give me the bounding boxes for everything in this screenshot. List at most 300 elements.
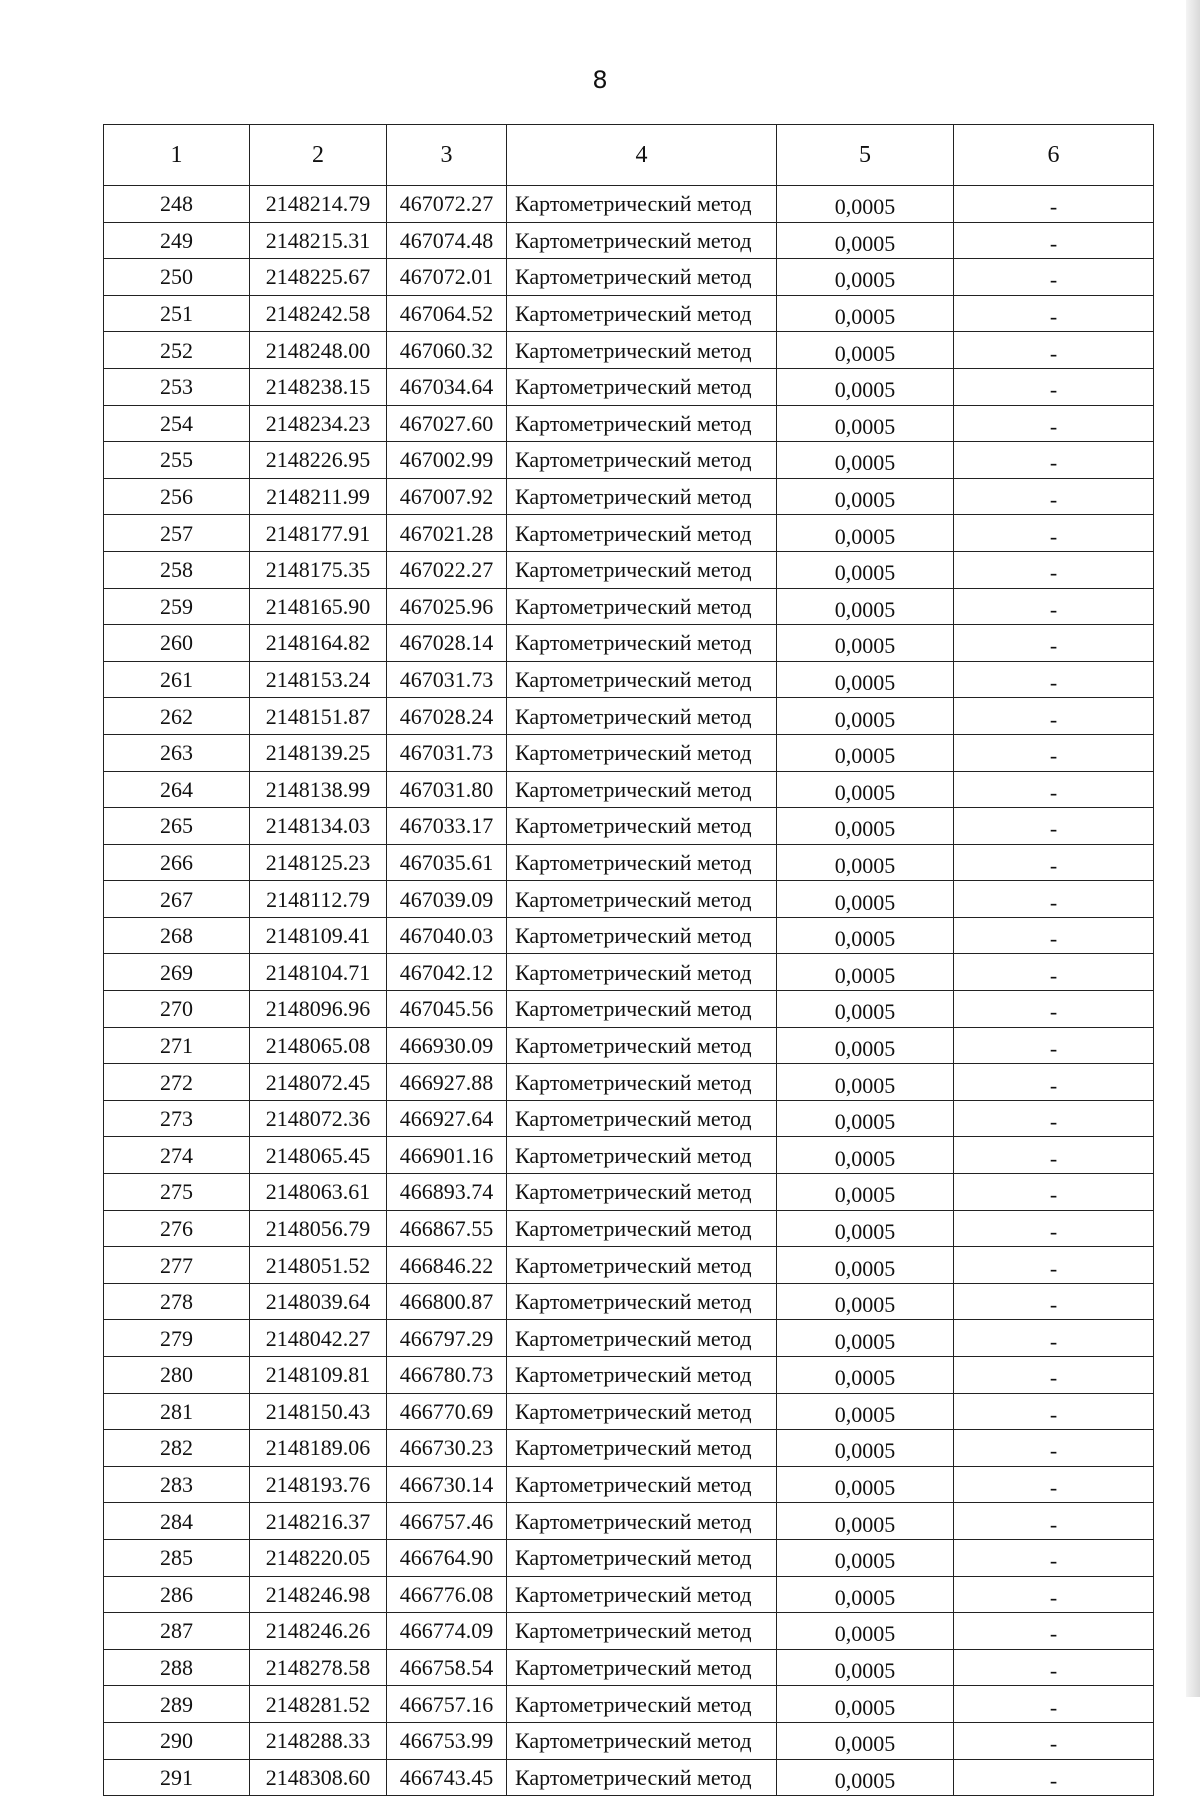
y-coordinate-cell: 466930.09 <box>387 1027 507 1064</box>
table-row <box>104 1357 1154 1394</box>
y-coordinate-cell: 467042.12 <box>387 954 507 991</box>
table-row <box>104 1686 1154 1723</box>
method-cell: Картометрический метод <box>507 332 777 369</box>
y-coordinate-cell: 466846.22 <box>387 1247 507 1284</box>
accuracy-cell: 0,0005 <box>777 588 954 625</box>
accuracy-cell: 0,0005 <box>777 1357 954 1394</box>
method-cell: Картометрический метод <box>507 186 777 223</box>
point-number-cell: 253 <box>104 368 250 405</box>
accuracy-cell: 0,0005 <box>777 1576 954 1613</box>
table-row <box>104 1649 1154 1686</box>
point-number-cell: 258 <box>104 551 250 588</box>
table-row <box>104 1210 1154 1247</box>
table-row <box>104 991 1154 1028</box>
accuracy-cell: 0,0005 <box>777 625 954 662</box>
y-coordinate-cell: 467045.56 <box>387 991 507 1028</box>
y-coordinate-cell: 466730.14 <box>387 1466 507 1503</box>
y-coordinate-cell: 467031.73 <box>387 661 507 698</box>
accuracy-cell: 0,0005 <box>777 332 954 369</box>
note-cell: - <box>954 661 1154 698</box>
table-row <box>104 1100 1154 1137</box>
point-number-cell: 275 <box>104 1174 250 1211</box>
note-cell: - <box>954 734 1154 771</box>
x-coordinate-cell: 2148072.36 <box>250 1100 387 1137</box>
y-coordinate-cell: 466893.74 <box>387 1174 507 1211</box>
accuracy-cell: 0,0005 <box>777 771 954 808</box>
accuracy-cell: 0,0005 <box>777 1137 954 1174</box>
table-row <box>104 259 1154 296</box>
point-number-cell: 287 <box>104 1613 250 1650</box>
x-coordinate-cell: 2148281.52 <box>250 1686 387 1723</box>
x-coordinate-cell: 2148175.35 <box>250 551 387 588</box>
note-cell: - <box>954 1357 1154 1394</box>
method-cell: Картометрический метод <box>507 259 777 296</box>
method-cell: Картометрический метод <box>507 734 777 771</box>
accuracy-cell: 0,0005 <box>777 1393 954 1430</box>
method-cell: Картометрический метод <box>507 1686 777 1723</box>
point-number-cell: 262 <box>104 698 250 735</box>
point-number-cell: 286 <box>104 1576 250 1613</box>
x-coordinate-cell: 2148211.99 <box>250 478 387 515</box>
method-cell: Картометрический метод <box>507 661 777 698</box>
table-row <box>104 478 1154 515</box>
accuracy-cell: 0,0005 <box>777 1064 954 1101</box>
point-number-cell: 256 <box>104 478 250 515</box>
method-cell: Картометрический метод <box>507 1174 777 1211</box>
method-cell: Картометрический метод <box>507 1759 777 1796</box>
accuracy-cell: 0,0005 <box>777 808 954 845</box>
accuracy-cell: 0,0005 <box>777 1283 954 1320</box>
note-cell: - <box>954 1064 1154 1101</box>
method-cell: Картометрический метод <box>507 698 777 735</box>
table-row <box>104 295 1154 332</box>
y-coordinate-cell: 467025.96 <box>387 588 507 625</box>
x-coordinate-cell: 2148193.76 <box>250 1466 387 1503</box>
header-cell-4: 4 <box>507 125 777 186</box>
x-coordinate-cell: 2148151.87 <box>250 698 387 735</box>
table-row <box>104 1466 1154 1503</box>
y-coordinate-cell: 466780.73 <box>387 1357 507 1394</box>
x-coordinate-cell: 2148177.91 <box>250 515 387 552</box>
note-cell: - <box>954 917 1154 954</box>
table-row <box>104 734 1154 771</box>
point-number-cell: 278 <box>104 1283 250 1320</box>
method-cell: Картометрический метод <box>507 625 777 662</box>
method-cell: Картометрический метод <box>507 808 777 845</box>
y-coordinate-cell: 467031.73 <box>387 734 507 771</box>
x-coordinate-cell: 2148150.43 <box>250 1393 387 1430</box>
point-number-cell: 255 <box>104 442 250 479</box>
accuracy-cell: 0,0005 <box>777 1649 954 1686</box>
table-row <box>104 1430 1154 1467</box>
x-coordinate-cell: 2148220.05 <box>250 1539 387 1576</box>
table-row <box>104 917 1154 954</box>
table-row <box>104 661 1154 698</box>
note-cell: - <box>954 588 1154 625</box>
note-cell: - <box>954 1613 1154 1650</box>
y-coordinate-cell: 466867.55 <box>387 1210 507 1247</box>
x-coordinate-cell: 2148214.79 <box>250 186 387 223</box>
accuracy-cell: 0,0005 <box>777 1320 954 1357</box>
accuracy-cell: 0,0005 <box>777 515 954 552</box>
note-cell: - <box>954 332 1154 369</box>
method-cell: Картометрический метод <box>507 1100 777 1137</box>
point-number-cell: 285 <box>104 1539 250 1576</box>
method-cell: Картометрический метод <box>507 1539 777 1576</box>
table-row <box>104 844 1154 881</box>
note-cell: - <box>954 442 1154 479</box>
accuracy-cell: 0,0005 <box>777 698 954 735</box>
point-number-cell: 276 <box>104 1210 250 1247</box>
accuracy-cell: 0,0005 <box>777 1539 954 1576</box>
table-row <box>104 1576 1154 1613</box>
table-row <box>104 515 1154 552</box>
note-cell: - <box>954 1027 1154 1064</box>
table-row <box>104 771 1154 808</box>
table-row <box>104 881 1154 918</box>
note-cell: - <box>954 1100 1154 1137</box>
method-cell: Картометрический метод <box>507 844 777 881</box>
note-cell: - <box>954 808 1154 845</box>
note-cell: - <box>954 1503 1154 1540</box>
x-coordinate-cell: 2148138.99 <box>250 771 387 808</box>
accuracy-cell: 0,0005 <box>777 1174 954 1211</box>
y-coordinate-cell: 466743.45 <box>387 1759 507 1796</box>
x-coordinate-cell: 2148056.79 <box>250 1210 387 1247</box>
note-cell: - <box>954 259 1154 296</box>
note-cell: - <box>954 991 1154 1028</box>
table-row <box>104 1247 1154 1284</box>
y-coordinate-cell: 467064.52 <box>387 295 507 332</box>
accuracy-cell: 0,0005 <box>777 222 954 259</box>
accuracy-cell: 0,0005 <box>777 917 954 954</box>
note-cell: - <box>954 954 1154 991</box>
method-cell: Картометрический метод <box>507 295 777 332</box>
method-cell: Картометрический метод <box>507 881 777 918</box>
point-number-cell: 281 <box>104 1393 250 1430</box>
table-row <box>104 1137 1154 1174</box>
x-coordinate-cell: 2148065.08 <box>250 1027 387 1064</box>
point-number-cell: 291 <box>104 1759 250 1796</box>
note-cell: - <box>954 1283 1154 1320</box>
note-cell: - <box>954 222 1154 259</box>
table-row <box>104 1722 1154 1759</box>
y-coordinate-cell: 466757.46 <box>387 1503 507 1540</box>
accuracy-cell: 0,0005 <box>777 844 954 881</box>
method-cell: Картометрический метод <box>507 588 777 625</box>
note-cell: - <box>954 1320 1154 1357</box>
note-cell: - <box>954 478 1154 515</box>
method-cell: Картометрический метод <box>507 1466 777 1503</box>
accuracy-cell: 0,0005 <box>777 991 954 1028</box>
table-row <box>104 222 1154 259</box>
y-coordinate-cell: 467040.03 <box>387 917 507 954</box>
table-row <box>104 1174 1154 1211</box>
x-coordinate-cell: 2148072.45 <box>250 1064 387 1101</box>
x-coordinate-cell: 2148139.25 <box>250 734 387 771</box>
note-cell: - <box>954 881 1154 918</box>
y-coordinate-cell: 467022.27 <box>387 551 507 588</box>
x-coordinate-cell: 2148104.71 <box>250 954 387 991</box>
point-number-cell: 249 <box>104 222 250 259</box>
table-row <box>104 954 1154 991</box>
point-number-cell: 266 <box>104 844 250 881</box>
point-number-cell: 273 <box>104 1100 250 1137</box>
table-row <box>104 1393 1154 1430</box>
note-cell: - <box>954 698 1154 735</box>
x-coordinate-cell: 2148165.90 <box>250 588 387 625</box>
note-cell: - <box>954 368 1154 405</box>
point-number-cell: 248 <box>104 186 250 223</box>
x-coordinate-cell: 2148112.79 <box>250 881 387 918</box>
y-coordinate-cell: 466797.29 <box>387 1320 507 1357</box>
point-number-cell: 283 <box>104 1466 250 1503</box>
table-row <box>104 1283 1154 1320</box>
point-number-cell: 264 <box>104 771 250 808</box>
y-coordinate-cell: 466800.87 <box>387 1283 507 1320</box>
method-cell: Картометрический метод <box>507 405 777 442</box>
x-coordinate-cell: 2148051.52 <box>250 1247 387 1284</box>
x-coordinate-cell: 2148096.96 <box>250 991 387 1028</box>
y-coordinate-cell: 467002.99 <box>387 442 507 479</box>
method-cell: Картометрический метод <box>507 1393 777 1430</box>
x-coordinate-cell: 2148246.98 <box>250 1576 387 1613</box>
note-cell: - <box>954 515 1154 552</box>
accuracy-cell: 0,0005 <box>777 1210 954 1247</box>
y-coordinate-cell: 467072.01 <box>387 259 507 296</box>
y-coordinate-cell: 467033.17 <box>387 808 507 845</box>
method-cell: Картометрический метод <box>507 991 777 1028</box>
x-coordinate-cell: 2148125.23 <box>250 844 387 881</box>
note-cell: - <box>954 771 1154 808</box>
note-cell: - <box>954 1686 1154 1723</box>
table-row <box>104 588 1154 625</box>
point-number-cell: 279 <box>104 1320 250 1357</box>
method-cell: Картометрический метод <box>507 1503 777 1540</box>
note-cell: - <box>954 1174 1154 1211</box>
note-cell: - <box>954 1722 1154 1759</box>
point-number-cell: 290 <box>104 1722 250 1759</box>
point-number-cell: 259 <box>104 588 250 625</box>
accuracy-cell: 0,0005 <box>777 295 954 332</box>
accuracy-cell: 0,0005 <box>777 442 954 479</box>
method-cell: Картометрический метод <box>507 1064 777 1101</box>
point-number-cell: 250 <box>104 259 250 296</box>
note-cell: - <box>954 1466 1154 1503</box>
point-number-cell: 272 <box>104 1064 250 1101</box>
table-row <box>104 698 1154 735</box>
point-number-cell: 268 <box>104 917 250 954</box>
accuracy-cell: 0,0005 <box>777 734 954 771</box>
scan-edge <box>1186 0 1200 1697</box>
x-coordinate-cell: 2148109.41 <box>250 917 387 954</box>
x-coordinate-cell: 2148065.45 <box>250 1137 387 1174</box>
table-row <box>104 625 1154 662</box>
note-cell: - <box>954 186 1154 223</box>
x-coordinate-cell: 2148109.81 <box>250 1357 387 1394</box>
point-number-cell: 261 <box>104 661 250 698</box>
point-number-cell: 271 <box>104 1027 250 1064</box>
point-number-cell: 274 <box>104 1137 250 1174</box>
note-cell: - <box>954 1137 1154 1174</box>
accuracy-cell: 0,0005 <box>777 1759 954 1796</box>
coordinates-table <box>103 124 1154 1796</box>
note-cell: - <box>954 1759 1154 1796</box>
point-number-cell: 277 <box>104 1247 250 1284</box>
point-number-cell: 257 <box>104 515 250 552</box>
method-cell: Картометрический метод <box>507 222 777 259</box>
point-number-cell: 265 <box>104 808 250 845</box>
x-coordinate-cell: 2148215.31 <box>250 222 387 259</box>
point-number-cell: 263 <box>104 734 250 771</box>
y-coordinate-cell: 466758.54 <box>387 1649 507 1686</box>
accuracy-cell: 0,0005 <box>777 1722 954 1759</box>
x-coordinate-cell: 2148225.67 <box>250 259 387 296</box>
point-number-cell: 284 <box>104 1503 250 1540</box>
x-coordinate-cell: 2148134.03 <box>250 808 387 845</box>
method-cell: Картометрический метод <box>507 771 777 808</box>
method-cell: Картометрический метод <box>507 1247 777 1284</box>
y-coordinate-cell: 467027.60 <box>387 405 507 442</box>
y-coordinate-cell: 466901.16 <box>387 1137 507 1174</box>
method-cell: Картометрический метод <box>507 917 777 954</box>
table-row <box>104 1759 1154 1796</box>
header-row <box>104 125 1154 186</box>
table-row <box>104 1064 1154 1101</box>
y-coordinate-cell: 466927.64 <box>387 1100 507 1137</box>
method-cell: Картометрический метод <box>507 954 777 991</box>
table-row <box>104 442 1154 479</box>
accuracy-cell: 0,0005 <box>777 405 954 442</box>
note-cell: - <box>954 405 1154 442</box>
x-coordinate-cell: 2148246.26 <box>250 1613 387 1650</box>
y-coordinate-cell: 466753.99 <box>387 1722 507 1759</box>
accuracy-cell: 0,0005 <box>777 478 954 515</box>
accuracy-cell: 0,0005 <box>777 1503 954 1540</box>
header-cell-6: 6 <box>954 125 1154 186</box>
y-coordinate-cell: 467028.24 <box>387 698 507 735</box>
y-coordinate-cell: 467007.92 <box>387 478 507 515</box>
accuracy-cell: 0,0005 <box>777 1027 954 1064</box>
note-cell: - <box>954 1649 1154 1686</box>
y-coordinate-cell: 466774.09 <box>387 1613 507 1650</box>
table-row <box>104 332 1154 369</box>
x-coordinate-cell: 2148164.82 <box>250 625 387 662</box>
accuracy-cell: 0,0005 <box>777 551 954 588</box>
note-cell: - <box>954 1430 1154 1467</box>
point-number-cell: 289 <box>104 1686 250 1723</box>
x-coordinate-cell: 2148248.00 <box>250 332 387 369</box>
y-coordinate-cell: 466927.88 <box>387 1064 507 1101</box>
page-number: 8 <box>592 66 608 94</box>
x-coordinate-cell: 2148238.15 <box>250 368 387 405</box>
table-row <box>104 1320 1154 1357</box>
x-coordinate-cell: 2148189.06 <box>250 1430 387 1467</box>
accuracy-cell: 0,0005 <box>777 661 954 698</box>
note-cell: - <box>954 1210 1154 1247</box>
method-cell: Картометрический метод <box>507 515 777 552</box>
table-row <box>104 186 1154 223</box>
table-row <box>104 1503 1154 1540</box>
point-number-cell: 260 <box>104 625 250 662</box>
y-coordinate-cell: 466764.90 <box>387 1539 507 1576</box>
table-row <box>104 405 1154 442</box>
y-coordinate-cell: 466757.16 <box>387 1686 507 1723</box>
header-cell-1: 1 <box>104 125 250 186</box>
note-cell: - <box>954 1247 1154 1284</box>
x-coordinate-cell: 2148234.23 <box>250 405 387 442</box>
y-coordinate-cell: 467074.48 <box>387 222 507 259</box>
accuracy-cell: 0,0005 <box>777 954 954 991</box>
accuracy-cell: 0,0005 <box>777 1430 954 1467</box>
note-cell: - <box>954 295 1154 332</box>
point-number-cell: 270 <box>104 991 250 1028</box>
point-number-cell: 254 <box>104 405 250 442</box>
accuracy-cell: 0,0005 <box>777 259 954 296</box>
method-cell: Картометрический метод <box>507 551 777 588</box>
table-row <box>104 1027 1154 1064</box>
method-cell: Картометрический метод <box>507 1430 777 1467</box>
accuracy-cell: 0,0005 <box>777 368 954 405</box>
x-coordinate-cell: 2148216.37 <box>250 1503 387 1540</box>
point-number-cell: 251 <box>104 295 250 332</box>
note-cell: - <box>954 625 1154 662</box>
x-coordinate-cell: 2148063.61 <box>250 1174 387 1211</box>
accuracy-cell: 0,0005 <box>777 1466 954 1503</box>
point-number-cell: 280 <box>104 1357 250 1394</box>
method-cell: Картометрический метод <box>507 1320 777 1357</box>
table-row <box>104 1539 1154 1576</box>
method-cell: Картометрический метод <box>507 368 777 405</box>
method-cell: Картометрический метод <box>507 1649 777 1686</box>
x-coordinate-cell: 2148288.33 <box>250 1722 387 1759</box>
point-number-cell: 269 <box>104 954 250 991</box>
x-coordinate-cell: 2148042.27 <box>250 1320 387 1357</box>
y-coordinate-cell: 466776.08 <box>387 1576 507 1613</box>
x-coordinate-cell: 2148278.58 <box>250 1649 387 1686</box>
accuracy-cell: 0,0005 <box>777 881 954 918</box>
accuracy-cell: 0,0005 <box>777 1686 954 1723</box>
note-cell: - <box>954 551 1154 588</box>
x-coordinate-cell: 2148153.24 <box>250 661 387 698</box>
method-cell: Картометрический метод <box>507 1027 777 1064</box>
y-coordinate-cell: 467034.64 <box>387 368 507 405</box>
y-coordinate-cell: 467028.14 <box>387 625 507 662</box>
y-coordinate-cell: 467060.32 <box>387 332 507 369</box>
method-cell: Картометрический метод <box>507 1576 777 1613</box>
header-cell-2: 2 <box>250 125 387 186</box>
x-coordinate-cell: 2148226.95 <box>250 442 387 479</box>
method-cell: Картометрический метод <box>507 1613 777 1650</box>
y-coordinate-cell: 467031.80 <box>387 771 507 808</box>
method-cell: Картометрический метод <box>507 1210 777 1247</box>
method-cell: Картометрический метод <box>507 1722 777 1759</box>
table-body <box>104 186 1154 1796</box>
method-cell: Картометрический метод <box>507 1283 777 1320</box>
y-coordinate-cell: 466730.23 <box>387 1430 507 1467</box>
y-coordinate-cell: 466770.69 <box>387 1393 507 1430</box>
note-cell: - <box>954 844 1154 881</box>
x-coordinate-cell: 2148308.60 <box>250 1759 387 1796</box>
point-number-cell: 252 <box>104 332 250 369</box>
table-row <box>104 551 1154 588</box>
method-cell: Картометрический метод <box>507 1357 777 1394</box>
point-number-cell: 288 <box>104 1649 250 1686</box>
method-cell: Картометрический метод <box>507 1137 777 1174</box>
accuracy-cell: 0,0005 <box>777 1100 954 1137</box>
point-number-cell: 282 <box>104 1430 250 1467</box>
x-coordinate-cell: 2148039.64 <box>250 1283 387 1320</box>
